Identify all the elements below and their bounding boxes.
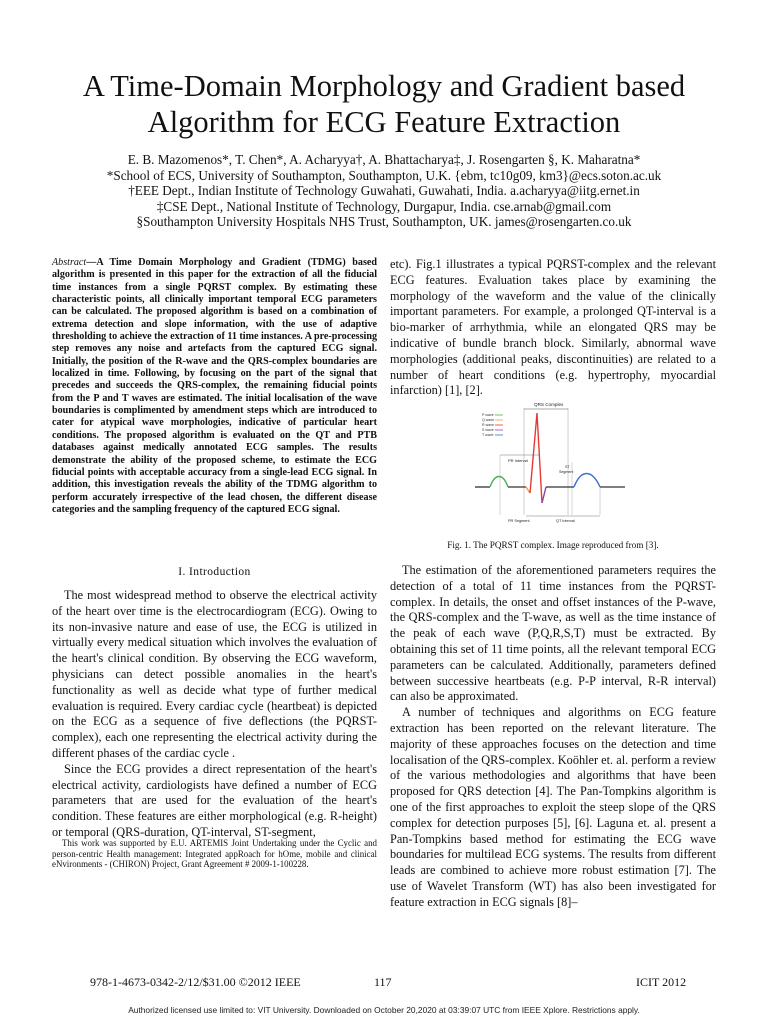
affiliation: ‡CSE Dept., National Institute of Technology, Durgapur, India. cse.arnab@gmail.com	[156, 198, 612, 214]
section-heading-introduction: I. Introduction	[178, 566, 251, 578]
pr-segment-label: PR Segment	[508, 519, 530, 523]
funding-footnote	[52, 838, 377, 870]
legend-s: S wave	[482, 428, 494, 432]
s-wave	[542, 487, 546, 503]
license-notice: Authorized licensed use limited to: VIT University. Downloaded on October 20,2020 at 03:39:07 UTC from IEEE Xplore. Restrictions apply.	[128, 1005, 640, 1015]
st-segment-label: Segment	[559, 470, 574, 474]
footer-page-number: 117	[374, 975, 392, 989]
paragraph: A number of techniques and algorithms on ECG feature extraction has been reported on the relevant literature. The majority of these approaches focuses on the detection and time localisation of the QRS-complex. Koöhler et. al. perform a review of the various methodologies and algorithms that have been proposed for QRS detection [4]. The Pan-Tompkins algorithm is one of the first approaches to exploit the steep slope of the QRS complex for detection purposes [5], [6]. Laguna et. al. present a Pan-Tompkins based method for estimating the ECG wave boundaries for multilead ECG systems. The results from different leads are combined to achieve more robust estimation [7]. The use of Wavelet Transform (WT) has also been investigated for feature extraction in ECG signals [8]–	[390, 705, 716, 909]
legend-t: T wave	[482, 433, 494, 437]
pr-interval-label: PR Interval	[508, 458, 528, 463]
paper-title	[20, 68, 748, 140]
qt-interval-label: QT Interval	[556, 519, 575, 523]
abstract	[52, 257, 377, 516]
figure-legend	[482, 413, 503, 437]
author-block	[20, 152, 748, 230]
right-column-top	[390, 257, 716, 399]
abstract-label: Abstract	[52, 257, 87, 268]
figure-caption: Fig. 1. The PQRST complex. Image reproduced from [3].	[447, 540, 659, 550]
paragraph: The estimation of the aforementioned parameters requires the detection of a total of 11 time instances from the PQRST-complex. In details, the onset and offset instances of the P-wave, the QRS-complex and the T-wave, as well as the time instance of the peak of each wave (P,Q,R,S,T) must be extracted. By obtaining this set of 11 time points, all the relevant temporal ECG parameters can be calculated. Additionally, parameters defined between successive heartbeats (e.g. P-P interval, R-R interval) can also be approximated.	[390, 563, 716, 704]
title-line-1: A Time-Domain Morphology and Gradient based	[82, 69, 686, 103]
footer-conference: ICIT 2012	[636, 975, 687, 989]
t-wave	[574, 474, 600, 488]
paragraph: The most widespread method to observe the electrical activity of the heart over time is the electrocardiogram (ECG). Owing to its non-invasive nature and ease of use, the ECG is utilized in virtually every medical situation which involves the evaluation of the heart's clinical condition. By observing the ECG waveform, physicians can detect possible anomalies in the heart's functionality as well as decide what type of further medical evaluation is required. Every cardiac cycle (heartbeat) is depicted on the ECG as a sequence of five deflections (the PQRST-complex), each one representing the electrical activity during the different phases of the cardiac cycle .	[52, 588, 377, 760]
right-column-bottom	[390, 563, 716, 911]
pqrst-figure	[470, 395, 630, 530]
title-line-2: Algorithm for ECG Feature Extraction	[147, 105, 621, 139]
st-label: ST	[565, 465, 570, 469]
affiliation: *School of ECS, University of Southampton, Southampton, U.K. {ebm, tc10g09, km3}@ecs.soton.ac.uk	[106, 167, 662, 183]
paragraph: Since the ECG provides a direct representation of the heart's electrical activity, cardiologists have defined a number of ECG parameters that are used for the evaluation of the heart's condition. These features are either morphological (e.g. R-height) or temporal (QRS-duration, QT-interval, ST-segment,	[52, 761, 377, 839]
legend-r: R wave	[482, 423, 494, 427]
introduction-text	[52, 588, 377, 841]
legend-p: P wave	[482, 413, 494, 417]
qrs-complex-label: QRS Complex	[534, 402, 564, 407]
affiliation: §Southampton University Hospitals NHS Trust, Southampton, UK. james@rosengarten.co.uk	[136, 214, 632, 229]
author-names: E. B. Mazomenos*, T. Chen*, A. Acharyya†, A. Bhattacharya‡, J. Rosengarten §, K. Maharatna*	[127, 152, 641, 167]
footer-isbn: 978-1-4673-0342-2/12/$31.00 ©2012 IEEE	[90, 975, 301, 989]
legend-q: Q wave	[482, 418, 495, 422]
paragraph: etc). Fig.1 illustrates a typical PQRST-complex and the relevant ECG features. Evaluation takes place by examining the morphology of the waveform and the value of the clinically important parameters. For example, a prolonged QT-interval is a bio-marker of arrhythmia, while an elongated QRS may be indicative of bundle branch block. Similarly, abnormal wave morphologies (additional peaks, discontinuities) are related to a number of heart conditions (e.g. hypertrophy, myocardial infarction) [1], [2].	[390, 257, 716, 398]
p-wave	[490, 477, 508, 488]
r-wave	[530, 413, 542, 503]
affiliation: †EEE Dept., Indian Institute of Technology Guwahati, Guwahati, India. a.acharyya@iitg.ernet.in	[128, 183, 640, 198]
abstract-text: —A Time Domain Morphology and Gradient (TDMG) based algorithm is presented in this paper for the extraction of all the fiducial time instances from a single PQRST complex. By estimating these characteristic points, all clinically important temporal ECG parameters can be calculated. The proposed algorithm is based on a combination of extrema detection and slope information, with the use of adaptive thresholding to achieve the extraction of 11 time instances. A pre-processing step removes any noise and artefacts from the captured ECG signal. Initially, the position of the R-wave and the QRS-complex boundaries are localized in time. Following, by focusing on the part of the signal that precedes and succeeds the QRS-complex, the remaining fiducial points from the P and T waves are estimated. The initial localisation of the wave boundaries is complimented by amendment steps which are introduced to cater for atypical wave morphologies, indicative of particular heart conditions. The proposed algorithm is evaluated on the QT and PTB databases against medically annotated ECG samples. The results demonstrate the ability of the proposed scheme, to estimate the ECG fiducial points with acceptable accuracy from a single-lead ECG signal. In addition, this investigation reveals the ability of the TDMG algorithm to perform accurately irrespective of the lead chosen, the different disease categories and the sampling frequency of the captured ECG signal.	[52, 257, 377, 515]
footnote-text: This work was supported by E.U. ARTEMIS Joint Undertaking under the Cyclic and person-centric Health management: Integrated appRoach for hOme, mobile and clinical eNvironments - (CHIRON) Project, Grant Agreement # 2009-1-100228.	[52, 838, 377, 870]
